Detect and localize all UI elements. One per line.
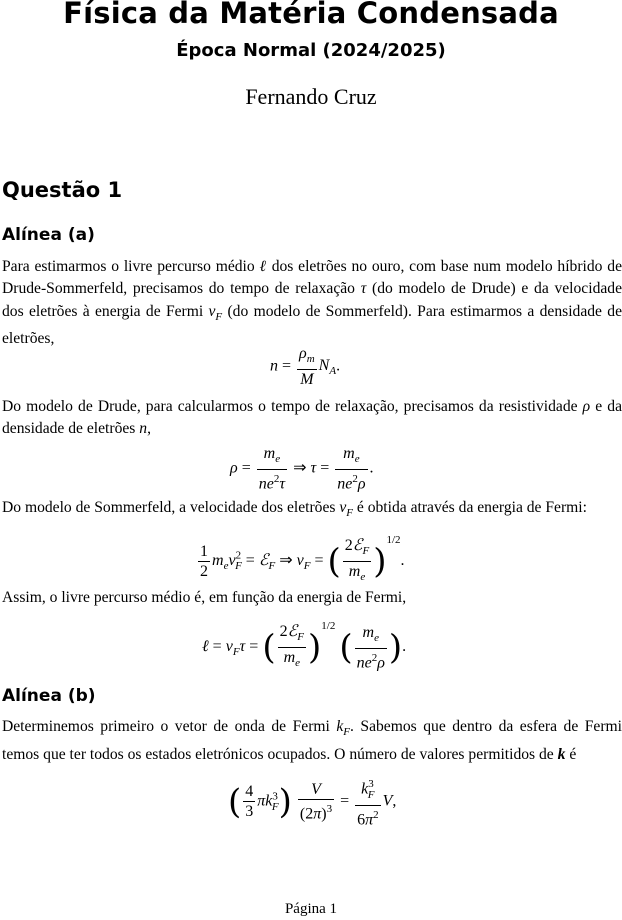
document-subtitle: Época Normal (2024/2025) — [176, 40, 446, 61]
subsection-heading-alinea-b: Alínea (b) — [2, 686, 96, 706]
document-title: Física da Matéria Condensada — [63, 0, 559, 30]
paragraph-sommerfeld: Do modelo de Sommerfeld, a velocidade dos eletrões $v_F$ é obtida através da energia de Fermi: — [2, 499, 587, 520]
equation-relaxation-time: ρ = $\frac{m_e}{ne^2\tau}$ ⇒ τ = $\frac{m_e}{ne^2\rho}$ . — [230, 445, 374, 493]
subsection-heading-alinea-a: Alínea (a) — [2, 225, 95, 245]
paragraph-fermi-wavevector: Determinemos primeiro o vetor de onda de Fermi $k_F$. Sabemos que dentro da esfera de Fermi temos que ter todos os estados eletrónicos ocupados. O número de valores permitidos de k é — [2, 718, 622, 763]
equation-electron-density: n = $\frac{\rho_m}{M}$ $N_A$. — [270, 345, 341, 389]
equation-fermi-velocity: $\frac{1}{2}$ $m_ev^2_F$ = ℰ$_F$ ⇒ $v_F$ = ( $\frac{2ℰ_F}{m_e}$ )$^{1/2}$. — [200, 534, 405, 584]
equation-allowed-k-values: ( $\frac{4}{3}$ $\pi k^3_F$) $\frac{V}{(2\pi)^3}$ = $\frac{k^3_F}{6\pi^2}$ V, — [228, 775, 396, 829]
equation-mean-free-path: ℓ = $v_F\tau$ = ( $\frac{2ℰ_F}{m_e}$ )$^{1/2}$ ( $\frac{m_e}{ne^2\rho}$ ). — [202, 620, 407, 672]
section-heading-questao-1: Questão 1 — [2, 178, 123, 202]
paragraph-drude: Do modelo de Drude, para calcularmos o tempo de relaxação, precisamos da resistividade ρ e da densidade de eletrões n, — [2, 398, 622, 438]
paragraph-intro: Para estimarmos o livre percurso médio ℓ dos eletrões no ouro, com base num modelo híbrido de Drude-Sommerfeld, precisamos do tempo de relaxação τ (do modelo de Drude) e da velocidade dos eletrões à energia de Fermi $v_F$ (do modelo de Sommerfeld). Para estimarmos a densidade de eletrões, — [2, 258, 622, 348]
paragraph-mean-free-path: Assim, o livre percurso médio é, em função da energia de Fermi, — [2, 589, 407, 606]
document-author: Fernando Cruz — [245, 84, 377, 109]
page-number: Página 1 — [284, 901, 338, 917]
